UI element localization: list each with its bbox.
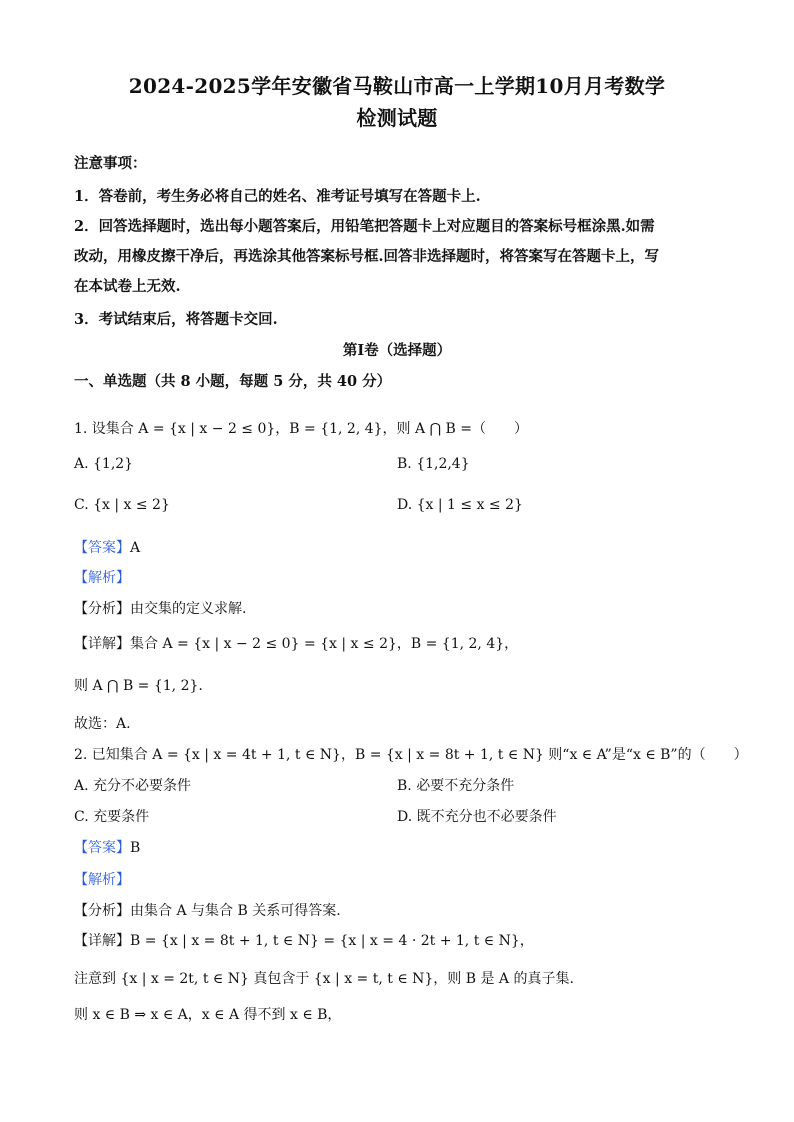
q2-option-a: A. 充分不必要条件 (74, 778, 192, 794)
q2-answer-tag: 【答案】 (74, 840, 130, 856)
q1-answer: A (130, 540, 141, 556)
q2-analysis-tag: 【解析】 (74, 872, 130, 888)
q2-detail-tag: 【详解】 (74, 933, 130, 949)
q1-detail-line2: 则 A ⋂ B = {1, 2}. (74, 678, 203, 694)
notice-heading: 注意事项： (74, 155, 147, 172)
q2-option-c: C. 充要条件 (74, 809, 150, 825)
part-heading: 第I卷（选择题） (342, 342, 452, 359)
q1-conclusion: 故选：A. (74, 716, 131, 732)
q2-detail: B = {x | x = 8t + 1, t ∈ N} = {x | x = 4 · 2t + 1, t ∈ N}， (130, 933, 534, 949)
notice-item-1: 1．答卷前，考生务必将自己的姓名、准考证号填写在答题卡上. (74, 188, 481, 205)
q1-analysis-tag: 【解析】 (74, 570, 130, 586)
notice-item-2-end: 在本试卷上无效. (74, 278, 181, 295)
q2-detail-line2: 注意到 {x | x = 2t, t ∈ N} 真包含于 {x | x = t, t ∈ N}，则 B 是 A 的真子集. (74, 971, 574, 987)
q2-stem: 2. 已知集合 A = {x | x = 4t + 1, t ∈ N}，B = {x | x = 8t + 1, t ∈ N} 则“x ∈ A”是“x ∈ B”的（ ） (74, 747, 748, 763)
q1-option-a: A. {1,2} (74, 456, 134, 472)
q1-detail: 集合 A = {x | x − 2 ≤ 0} = {x | x ≤ 2}，B = {1, 2, 4}， (130, 636, 519, 652)
q1-option-c: C. {x | x ≤ 2} (74, 497, 170, 513)
q1-stem: 1. 设集合 A = {x | x − 2 ≤ 0}，B = {1, 2, 4}，则 A ⋂ B =（ ） (74, 421, 528, 437)
q1-fenxi: 由交集的定义求解. (130, 601, 247, 617)
notice-item-3: 3．考试结束后，将答题卡交回. (74, 311, 278, 328)
q1-answer-line (74, 537, 140, 557)
q2-fenxi: 由集合 A 与集合 B 关系可得答案. (130, 903, 341, 919)
q1-option-b: B. {1,2,4} (397, 456, 470, 472)
exam-title-line2: 检测试题 (356, 106, 438, 130)
q2-fenxi-tag: 【分析】 (74, 903, 130, 919)
q1-fenxi-line (74, 598, 246, 618)
q1-answer-tag: 【答案】 (74, 540, 130, 556)
q1-option-d: D. {x | 1 ≤ x ≤ 2} (397, 497, 523, 513)
q2-detail-line3: 则 x ∈ B ⇒ x ∈ A，x ∈ A 得不到 x ∈ B， (74, 1007, 342, 1023)
q2-fenxi-line (74, 900, 341, 920)
notice-item-2-cont: 改动，用橡皮擦干净后，再选涂其他答案标号框.回答非选择题时，将答案写在答题卡上，写 (74, 248, 660, 265)
q2-answer-line (74, 837, 140, 857)
section-heading: 一、单选题（共 8 小题，每题 5 分，共 40 分） (74, 373, 392, 390)
q1-detail-tag: 【详解】 (74, 636, 130, 652)
notice-item-2: 2．回答选择题时，选出每小题答案后，用铅笔把答题卡上对应题目的答案标号框涂黑.如需 (74, 218, 655, 235)
q2-option-b: B. 必要不充分条件 (397, 778, 515, 794)
q1-detail-line (74, 633, 518, 653)
q2-answer: B (130, 840, 141, 856)
q1-fenxi-tag: 【分析】 (74, 601, 130, 617)
q2-detail-line (74, 930, 534, 950)
q2-option-d: D. 既不充分也不必要条件 (397, 809, 557, 825)
exam-title-line1: 2024-2025学年安徽省马鞍山市高一上学期10月月考数学 (128, 74, 666, 98)
